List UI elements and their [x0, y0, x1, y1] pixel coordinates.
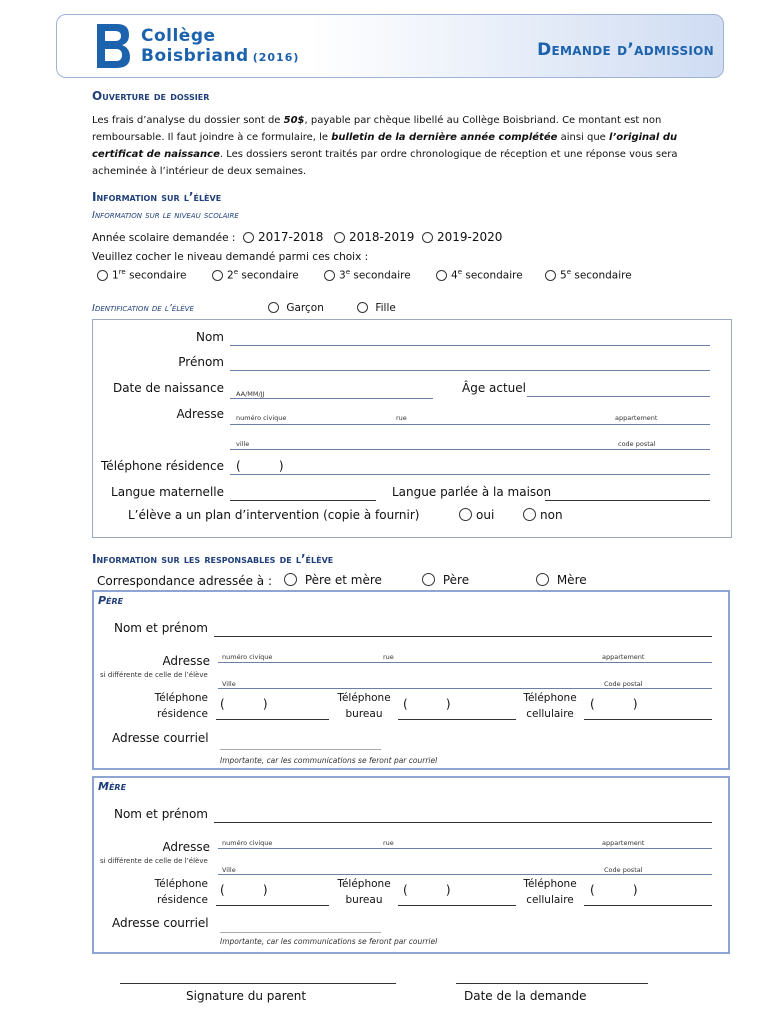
pere-title: Père: [98, 594, 124, 607]
mere-adresse-label: Adresse: [162, 840, 210, 854]
correspondance-label: Correspondance adressée à :: [97, 574, 273, 588]
annee-option-2[interactable]: [334, 230, 414, 244]
pere-ville-hint: Ville: [222, 680, 236, 688]
college-name: [141, 26, 299, 68]
pere-adresse-label: Adresse: [162, 654, 210, 668]
niveau-text: secondaire: [353, 269, 411, 282]
fille-text: Fille: [375, 302, 396, 314]
mere-tel-cell-paren: ( ): [590, 883, 638, 897]
prenom-label: Prénom: [178, 355, 224, 369]
pere-rue-hint: rue: [383, 653, 394, 661]
niveau-sup: e: [457, 268, 462, 276]
mere-ville-hint: Ville: [222, 866, 236, 874]
mere-rue-hint: rue: [383, 839, 394, 847]
mere-si-diff: si différente de celle de l’élève: [100, 857, 208, 865]
annee-option-1[interactable]: [243, 230, 323, 244]
tel-line2: cellulaire: [526, 708, 574, 720]
niveau-num: 2: [227, 269, 234, 282]
code-postal-hint: code postal: [618, 440, 656, 448]
tel-line2: bureau: [345, 708, 383, 720]
langue-maternelle-label: Langue maternelle: [111, 485, 224, 499]
tel-line1: Téléphone: [337, 878, 391, 890]
mere-tel-cell-field[interactable]: [584, 905, 712, 906]
ville-field[interactable]: [230, 449, 710, 450]
mere-tel-bureau-field[interactable]: [398, 905, 516, 906]
pere-tel-cell-label: [519, 690, 581, 722]
oui-text: oui: [476, 508, 495, 522]
pere-important-note: Importante, car les communications se feront par courriel: [220, 756, 438, 765]
pere-tel-res-paren: ( ): [220, 697, 268, 711]
age-label: Âge actuel: [462, 381, 527, 395]
pere-numero-hint: numéro civique: [222, 653, 273, 661]
mere-numero-hint: numéro civique: [222, 839, 273, 847]
mere-tel-res-paren: ( ): [220, 883, 268, 897]
langue-parlee-field[interactable]: [545, 500, 710, 501]
tel-line2: cellulaire: [526, 894, 574, 906]
tel-line2: bureau: [345, 894, 383, 906]
signature-label: Signature du parent: [186, 989, 307, 1003]
mere-code-postal-hint: Code postal: [604, 866, 643, 874]
corresp-text: Mère: [556, 573, 587, 587]
para-text: . Les dossiers seront traités par ordre chronologique de réception et une réponse vous sera: [219, 149, 678, 160]
pere-courriel-label: Adresse courriel: [112, 731, 209, 745]
signature-field[interactable]: [120, 983, 396, 984]
pere-tel-bureau-paren: ( ): [403, 697, 451, 711]
document-title: Demande d’admission: [537, 40, 714, 60]
appartement-hint: appartement: [615, 414, 658, 422]
pere-ville-field[interactable]: [218, 688, 712, 689]
ident-subtitle: Identification de l’élève: [92, 303, 194, 314]
responsables-title: Information sur les responsables de l’élève: [92, 552, 334, 566]
fille-option[interactable]: [357, 302, 396, 314]
annee-option-3[interactable]: [422, 230, 502, 244]
pere-tel-bureau-label: [334, 690, 394, 722]
corresp-text: Père: [442, 573, 470, 587]
niveau-num: 4: [451, 269, 458, 282]
niveau-subtitle: Information sur le niveau scolaire: [92, 210, 239, 221]
tel-line1: Téléphone: [154, 692, 208, 704]
college-year: (2016): [252, 51, 300, 64]
niveau-option-3[interactable]: [324, 268, 411, 282]
mere-tel-cell-label: [519, 876, 581, 908]
niveau-option-2[interactable]: [212, 268, 299, 282]
tel-residence-label: Téléphone résidence: [101, 459, 224, 473]
annee-text: 2019-2020: [437, 230, 503, 244]
mere-nom-label: Nom et prénom: [113, 807, 208, 821]
mere-tel-res-label: [130, 876, 208, 908]
radio-icon[interactable]: [97, 270, 108, 281]
nom-label: Nom: [195, 330, 224, 344]
para-text: ainsi que: [557, 132, 610, 143]
mere-tel-res-field[interactable]: [216, 905, 329, 906]
niveau-option-4[interactable]: [436, 268, 523, 282]
tel-paren: ( ): [236, 459, 284, 473]
niveau-label: Veuillez cocher le niveau demandé parmi ces choix :: [92, 251, 369, 263]
college-name-line1: Collège: [141, 26, 216, 46]
plan-oui-option[interactable]: [459, 508, 494, 522]
nom-field[interactable]: [230, 345, 710, 346]
annee-text: 2017-2018: [258, 230, 324, 244]
date-hint: AA/MM/JJ: [236, 390, 265, 398]
niveau-text: secondaire: [241, 269, 299, 282]
non-text: non: [540, 508, 563, 522]
pere-adresse-field[interactable]: [218, 662, 712, 663]
radio-icon[interactable]: [243, 232, 254, 243]
pere-tel-res-label: [130, 690, 208, 722]
radio-icon[interactable]: [212, 270, 223, 281]
annee-label: Année scolaire demandée :: [92, 232, 236, 244]
pere-tel-res-field[interactable]: [216, 719, 329, 720]
garcon-option[interactable]: [268, 302, 324, 314]
date-naissance-label: Date de naissance: [112, 381, 224, 395]
niveau-num: 1: [112, 269, 119, 282]
ville-hint: ville: [236, 440, 250, 448]
para-bold: certificat de naissance: [92, 149, 220, 160]
radio-icon[interactable]: [436, 270, 447, 281]
ouverture-paragraph: [92, 112, 692, 180]
pere-nom-field[interactable]: [214, 636, 712, 637]
tel-residence-field[interactable]: [230, 474, 710, 475]
corresp-mere-option[interactable]: [536, 573, 587, 587]
niveau-text: secondaire: [465, 269, 523, 282]
pere-code-postal-hint: Code postal: [604, 680, 643, 688]
annee-text: 2018-2019: [349, 230, 415, 244]
ouverture-title: Ouverture de dossier: [92, 89, 210, 103]
para-text: Les frais d’analyse du dossier sont de: [92, 115, 284, 126]
para-bold: l’original du: [609, 132, 678, 143]
tel-line1: Téléphone: [523, 878, 577, 890]
numero-civique-hint: numéro civique: [236, 414, 287, 422]
niveau-option-5[interactable]: [545, 268, 632, 282]
radio-icon[interactable]: [459, 508, 472, 521]
mere-ville-field[interactable]: [218, 874, 712, 875]
para-text: , payable par chèque libellé au Collège Boisbriand. Ce montant est non: [304, 115, 662, 126]
niveau-num: 5: [560, 269, 567, 282]
radio-icon[interactable]: [284, 573, 297, 586]
radio-icon[interactable]: [324, 270, 335, 281]
niveau-sup: e: [566, 268, 571, 276]
radio-icon[interactable]: [422, 232, 433, 243]
plan-label: L’élève a un plan d’intervention (copie à fournir): [128, 508, 420, 522]
niveau-sup: e: [345, 268, 350, 276]
tel-line1: Téléphone: [154, 878, 208, 890]
eleve-title: Information sur l’élève: [92, 190, 222, 204]
eleve-box: [92, 319, 732, 538]
corresp-text: Père et mère: [304, 573, 382, 587]
langue-maternelle-field[interactable]: [230, 500, 376, 501]
niveau-text: secondaire: [129, 269, 187, 282]
radio-icon[interactable]: [268, 302, 279, 313]
mere-courriel-field[interactable]: ______________________________________________: [220, 925, 381, 933]
mere-tel-bureau-label: [334, 876, 394, 908]
date-naissance-field[interactable]: [230, 398, 433, 399]
mere-title: Mère: [98, 780, 127, 793]
pere-si-diff: si différente de celle de l’élève: [100, 671, 208, 679]
college-logo-icon: [95, 22, 131, 70]
tel-line2: résidence: [157, 894, 208, 906]
radio-icon[interactable]: [334, 232, 345, 243]
date-demande-field[interactable]: [456, 983, 648, 984]
pere-appartement-hint: appartement: [602, 653, 645, 661]
corresp-pere-option[interactable]: [422, 573, 469, 587]
niveau-sup: e: [233, 268, 238, 276]
pere-tel-bureau-field[interactable]: [398, 719, 516, 720]
pere-nom-label: Nom et prénom: [113, 621, 208, 635]
tel-line1: Téléphone: [523, 692, 577, 704]
para-amount: 50$: [283, 115, 305, 126]
radio-icon[interactable]: [536, 573, 549, 586]
date-demande-label: Date de la demande: [464, 989, 587, 1003]
age-field[interactable]: [527, 396, 710, 397]
rue-hint: rue: [396, 414, 407, 422]
para-text: remboursable. Il faut joindre à ce formulaire, le: [92, 132, 332, 143]
pere-tel-cell-field[interactable]: [584, 719, 712, 720]
radio-icon[interactable]: [422, 573, 435, 586]
niveau-sup: re: [118, 268, 126, 276]
langue-parlee-label: Langue parlée à la maison: [392, 485, 552, 499]
adresse-label: Adresse: [176, 407, 224, 421]
garcon-text: Garçon: [286, 302, 324, 314]
pere-courriel-field[interactable]: ______________________________________________: [220, 742, 381, 750]
college-name-line2: Boisbriand: [141, 46, 249, 66]
pere-tel-cell-paren: ( ): [590, 697, 638, 711]
para-bold: bulletin de la dernière année complétée: [331, 132, 558, 143]
mere-important-note: Importante, car les communications se feront par courriel: [220, 937, 438, 946]
mere-tel-bureau-paren: ( ): [403, 883, 451, 897]
niveau-num: 3: [339, 269, 346, 282]
plan-non-option[interactable]: [523, 508, 563, 522]
niveau-text: secondaire: [574, 269, 632, 282]
mere-nom-field[interactable]: [214, 822, 712, 823]
mere-adresse-field[interactable]: [218, 848, 712, 849]
adresse-field[interactable]: [230, 424, 710, 425]
mere-appartement-hint: appartement: [602, 839, 645, 847]
niveau-option-1[interactable]: [97, 268, 186, 282]
radio-icon[interactable]: [357, 302, 368, 313]
tel-line1: Téléphone: [337, 692, 391, 704]
radio-icon[interactable]: [545, 270, 556, 281]
para-text: acheminée à l’intérieur de deux semaines.: [92, 166, 307, 177]
corresp-pere-mere-option[interactable]: [284, 573, 382, 587]
radio-icon[interactable]: [523, 508, 536, 521]
prenom-field[interactable]: [230, 370, 710, 371]
tel-line2: résidence: [157, 708, 208, 720]
mere-courriel-label: Adresse courriel: [112, 916, 209, 930]
